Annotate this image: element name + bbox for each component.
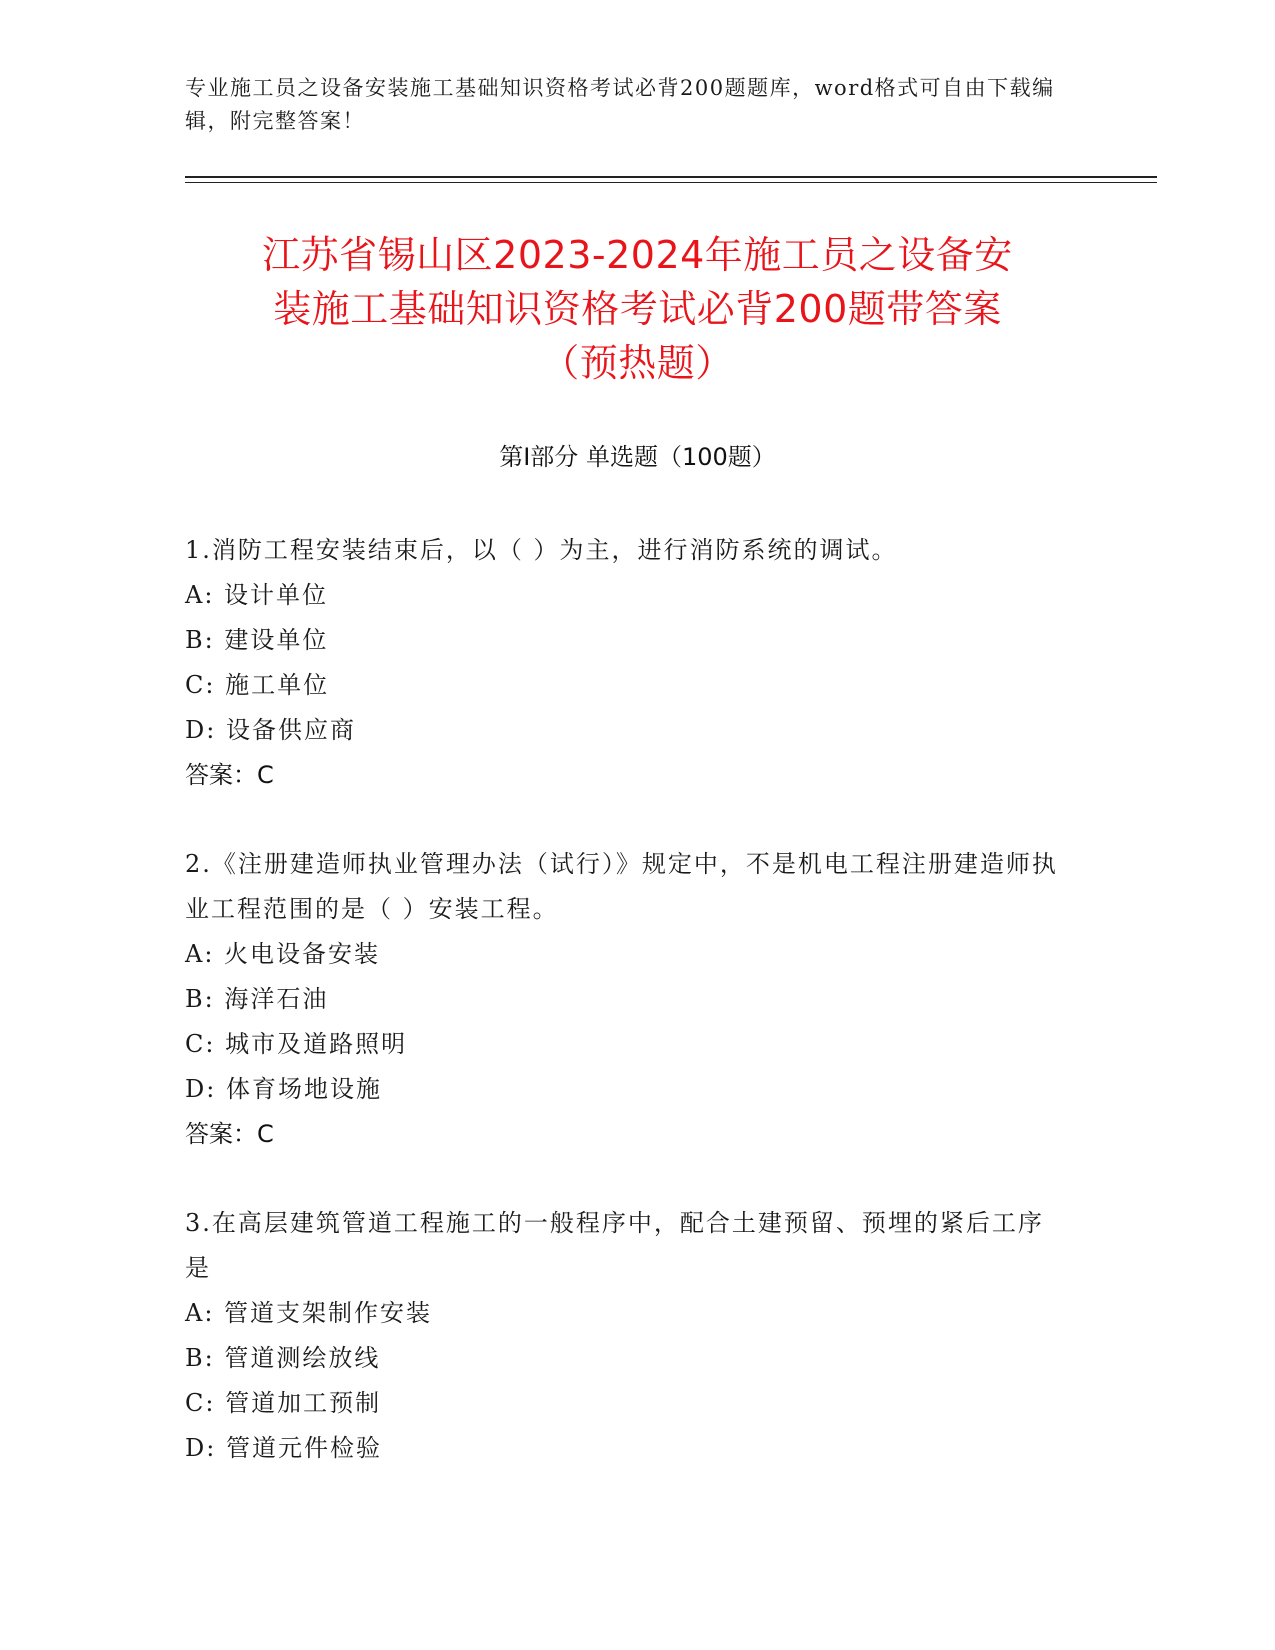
option-c: C: 城市及道路照明 bbox=[185, 1030, 408, 1058]
option-a: A: 管道支架制作安装 bbox=[185, 1299, 433, 1327]
option-c: C: 施工单位 bbox=[185, 671, 330, 699]
document-title bbox=[185, 228, 1090, 390]
question-2 bbox=[185, 842, 1065, 1157]
answer-line: 答案：C bbox=[185, 1120, 274, 1148]
question-list bbox=[185, 528, 1065, 1515]
header-divider-thick bbox=[185, 176, 1157, 178]
option-d: D: 管道元件检验 bbox=[185, 1434, 382, 1462]
document-title-line-2: 装施工基础知识资格考试必背200题带答案 bbox=[273, 287, 1002, 331]
question-1 bbox=[185, 528, 1065, 798]
option-b: B: 海洋石油 bbox=[185, 985, 329, 1013]
question-3 bbox=[185, 1201, 1065, 1471]
option-d: D: 体育场地设施 bbox=[185, 1075, 382, 1103]
option-d: D: 设备供应商 bbox=[185, 716, 356, 744]
option-a: A: 设计单位 bbox=[185, 581, 329, 609]
option-b: B: 建设单位 bbox=[185, 626, 329, 654]
document-title-line-3: （预热题） bbox=[541, 341, 734, 385]
section-title: 第I部分 单选题（100题） bbox=[499, 443, 776, 471]
option-c: C: 管道加工预制 bbox=[185, 1389, 382, 1417]
header-note: 专业施工员之设备安装施工基础知识资格考试必背200题题库，word格式可自由下载编辑，附完整答案！ bbox=[185, 76, 1055, 133]
question-stem: 3.在高层建筑管道工程施工的一般程序中，配合土建预留、预埋的紧后工序是 bbox=[185, 1209, 1044, 1282]
answer-line: 答案：C bbox=[185, 761, 274, 789]
option-b: B: 管道测绘放线 bbox=[185, 1344, 381, 1372]
option-a: A: 火电设备安装 bbox=[185, 940, 381, 968]
header-divider-thin bbox=[185, 182, 1157, 183]
document-title-line-1: 江苏省锡山区2023-2024年施工员之设备安 bbox=[262, 233, 1013, 277]
question-stem: 1.消防工程安装结束后，以（ ）为主，进行消防系统的调试。 bbox=[185, 536, 898, 564]
question-stem: 2.《注册建造师执业管理办法（试行）》规定中，不是机电工程注册建造师执业工程范围的是（ ）安装工程。 bbox=[185, 850, 1058, 923]
